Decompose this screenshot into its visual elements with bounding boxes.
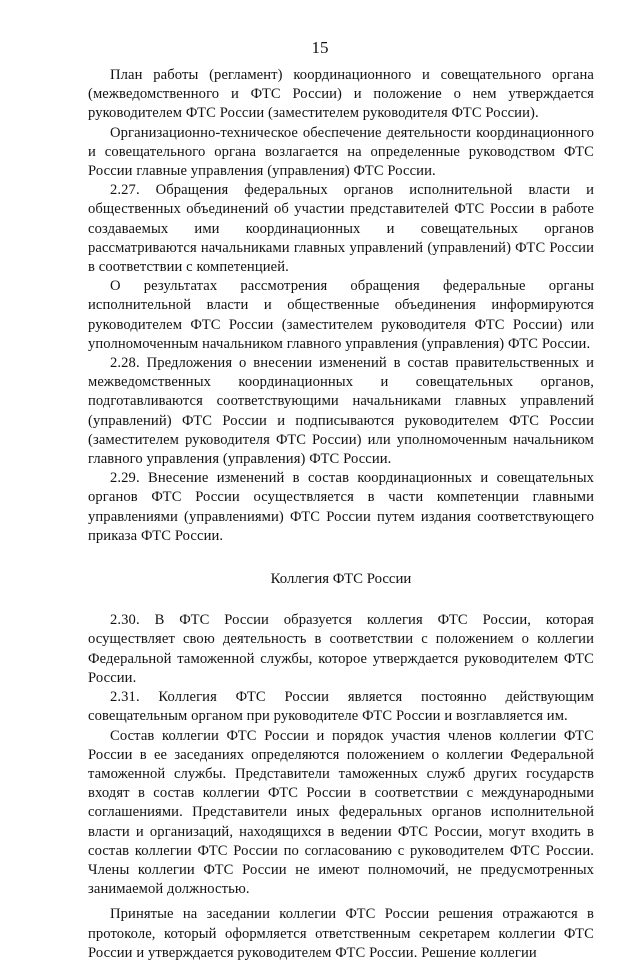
paragraph: О результатах рассмотрения обращения федеральные органы исполнительной власти и общественные объединения информируются руководителем ФТС России (заместителем руководителя ФТС России) или уполномоченным начальником главного управления (управления) ФТС России. [88, 278, 594, 352]
paragraph: Принятые на заседании коллегии ФТС России решения отражаются в протоколе, который оформляется ответственным секретарем коллегии ФТС России и утверждается руководителем ФТС России. Решение коллегии [88, 906, 594, 961]
paragraph: Организационно-техническое обеспечение деятельности координационного и совещательного органа возлагается на определенные руководством ФТС России главные управления (управления) ФТС России. [88, 124, 594, 180]
paragraph: 2.27. Обращения федеральных органов исполнительной власти и общественных объединений об участии представителей ФТС России в работе создаваемых ими координационных и совещательных органов рассматриваются начальниками главных управлений (управлений) ФТС России в соответствии с компетенцией. [88, 182, 594, 276]
paragraph: План работы (регламент) координационного и совещательного органа (межведомственного и ФТС России) и положение о нем утверждается руководителем ФТС России (заместителем руководителя ФТС России). [88, 67, 594, 122]
paragraph: 2.31. Коллегия ФТС России является постоянно действующим совещательным органом при руководителе ФТС России и возглавляется им. [88, 689, 594, 725]
paragraph: 2.30. В ФТС России образуется коллегия ФТС России, которая осуществляет свою деятельность в соответствии с положением о коллегии Федеральной таможенной службы, которое утверждается руководителем ФТС России. [88, 612, 594, 686]
page-number: 15 [311, 38, 329, 57]
section-title: Коллегия ФТС России [270, 571, 412, 588]
paragraph: Состав коллегии ФТС России и порядок участия членов коллегии ФТС России в ее заседаниях определяются положением о коллегии Федеральной таможенной службы. Представители таможенных служб других государств входят в состав коллегии ФТС России в соответствии с международными соглашениями. Представители иных федеральных органов исполнительной власти и организаций, находящихся в ведении ФТС России, могут входить в состав коллегии ФТС России по согласованию с руководителем ФТС России. Члены коллегии ФТС России не имеют полномочий, не предусмотренных занимаемой должностью. [88, 727, 594, 898]
paragraph: 2.28. Предложения о внесении изменений в состав правительственных и межведомственных координационных и совещательных органов, подготавливаются соответствующими начальниками главных управлений (управлений) ФТС России и подписываются руководителем ФТС России (заместителем руководителя ФТС России) или уполномоченным начальником главного управления (управления) ФТС России. [88, 355, 594, 468]
paragraph: 2.29. Внесение изменений в состав координационных и совещательных органов ФТС России осуществляется в части компетенции главными управлениями (управлениями) ФТС России путем издания соответствующего приказа ФТС России. [88, 470, 594, 544]
document-body [88, 66, 594, 963]
